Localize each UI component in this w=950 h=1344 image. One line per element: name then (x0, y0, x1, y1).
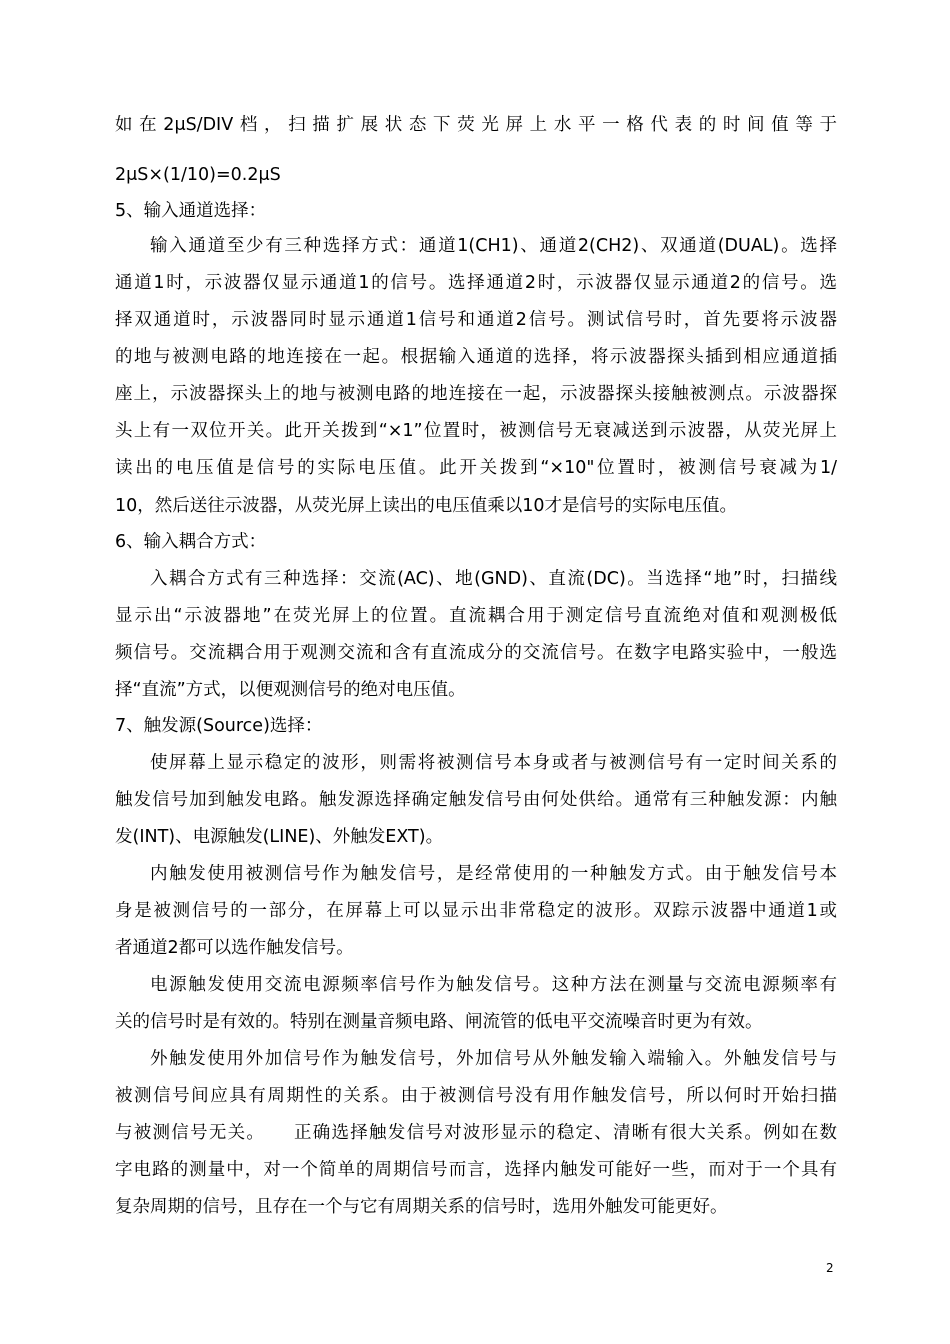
section-heading: 5、输入通道选择： (115, 201, 267, 221)
section-heading: 7、触发源(Source)选择： (115, 716, 323, 736)
text-line: 关的信号时是有效的。特别在测量音频电路、闸流管的低电平交流噪音时更为有效。 (115, 1012, 763, 1032)
text-line: 2μS×(1/10)=0.2μS (115, 165, 281, 185)
text-line: 座上，示波器探头上的地与被测电路的地连接在一起，示波器探头接触被测点。示波器探 (115, 384, 837, 404)
text-line: 内触发使用被测信号作为触发信号，是经常使用的一种触发方式。由于触发信号本 (150, 864, 837, 884)
text-line: 频信号。交流耦合用于观测交流和含有直流成分的交流信号。在数字电路实验中，一般选 (115, 643, 837, 663)
text-line: 择双通道时，示波器同时显示通道1信号和通道2信号。测试信号时，首先要将示波器 (115, 310, 837, 330)
text-line: 复杂周期的信号，且存在一个与它有周期关系的信号时，选用外触发可能更好。 (115, 1197, 728, 1217)
text-line: 择“直流”方式，以便观测信号的绝对电压值。 (115, 680, 466, 700)
text-line: 身是被测信号的一部分，在屏幕上可以显示出非常稳定的波形。双踪示波器中通道1或 (115, 901, 837, 921)
text-line: 通道1时，示波器仅显示通道1的信号。选择通道2时，示波器仅显示通道2的信号。选 (115, 273, 837, 293)
page-number: 2 (826, 1261, 834, 1275)
text-line: 外触发使用外加信号作为触发信号，外加信号从外触发输入端输入。外触发信号与 (150, 1049, 837, 1069)
text-line: 使屏幕上显示稳定的波形，则需将被测信号本身或者与被测信号有一定时间关系的 (150, 753, 837, 773)
text-line: 发(INT)、电源触发(LINE)、外触发EXT)。 (115, 827, 444, 847)
text-line: 头上有一双位开关。此开关拨到“×1”位置时，被测信号无衰减送到示波器，从荧光屏上 (115, 421, 837, 441)
section-heading: 6、输入耦合方式： (115, 532, 267, 552)
text-line: 触发信号加到触发电路。触发源选择确定触发信号由何处供给。通常有三种触发源：内触 (115, 790, 837, 810)
text-line: 与被测信号无关。 正确选择触发信号对波形显示的稳定、清晰有很大关系。例如在数 (115, 1123, 837, 1143)
text-line: 入耦合方式有三种选择：交流(AC)、地(GND)、直流(DC)。当选择“地”时，扫描线 (150, 569, 837, 589)
text-line: 输入通道至少有三种选择方式：通道1(CH1)、通道2(CH2)、双通道(DUAL)。选择 (150, 236, 837, 256)
text-line: 的地与被测电路的地连接在一起。根据输入通道的选择，将示波器探头插到相应通道插 (115, 347, 837, 367)
text-line: 读出的电压值是信号的实际电压值。此开关拨到“×10"位置时，被测信号衰减为1/ (115, 458, 837, 478)
text-line: 10，然后送往示波器，从荧光屏上读出的电压值乘以10才是信号的实际电压值。 (115, 496, 738, 516)
text-line: 被测信号间应具有周期性的关系。由于被测信号没有用作触发信号，所以何时开始扫描 (115, 1086, 837, 1106)
text-line: 如在2μS/DIV档，扫描扩展状态下荧光屏上水平一格代表的时间值等于 (115, 115, 837, 135)
text-line: 电源触发使用交流电源频率信号作为触发信号。这种方法在测量与交流电源频率有 (150, 975, 837, 995)
text-line: 者通道2都可以选作触发信号。 (115, 938, 354, 958)
text-line: 字电路的测量中，对一个简单的周期信号而言，选择内触发可能好一些，而对于一个具有 (115, 1160, 837, 1180)
text-line: 显示出“示波器地”在荧光屏上的位置。直流耦合用于测定信号直流绝对值和观测极低 (115, 606, 837, 626)
